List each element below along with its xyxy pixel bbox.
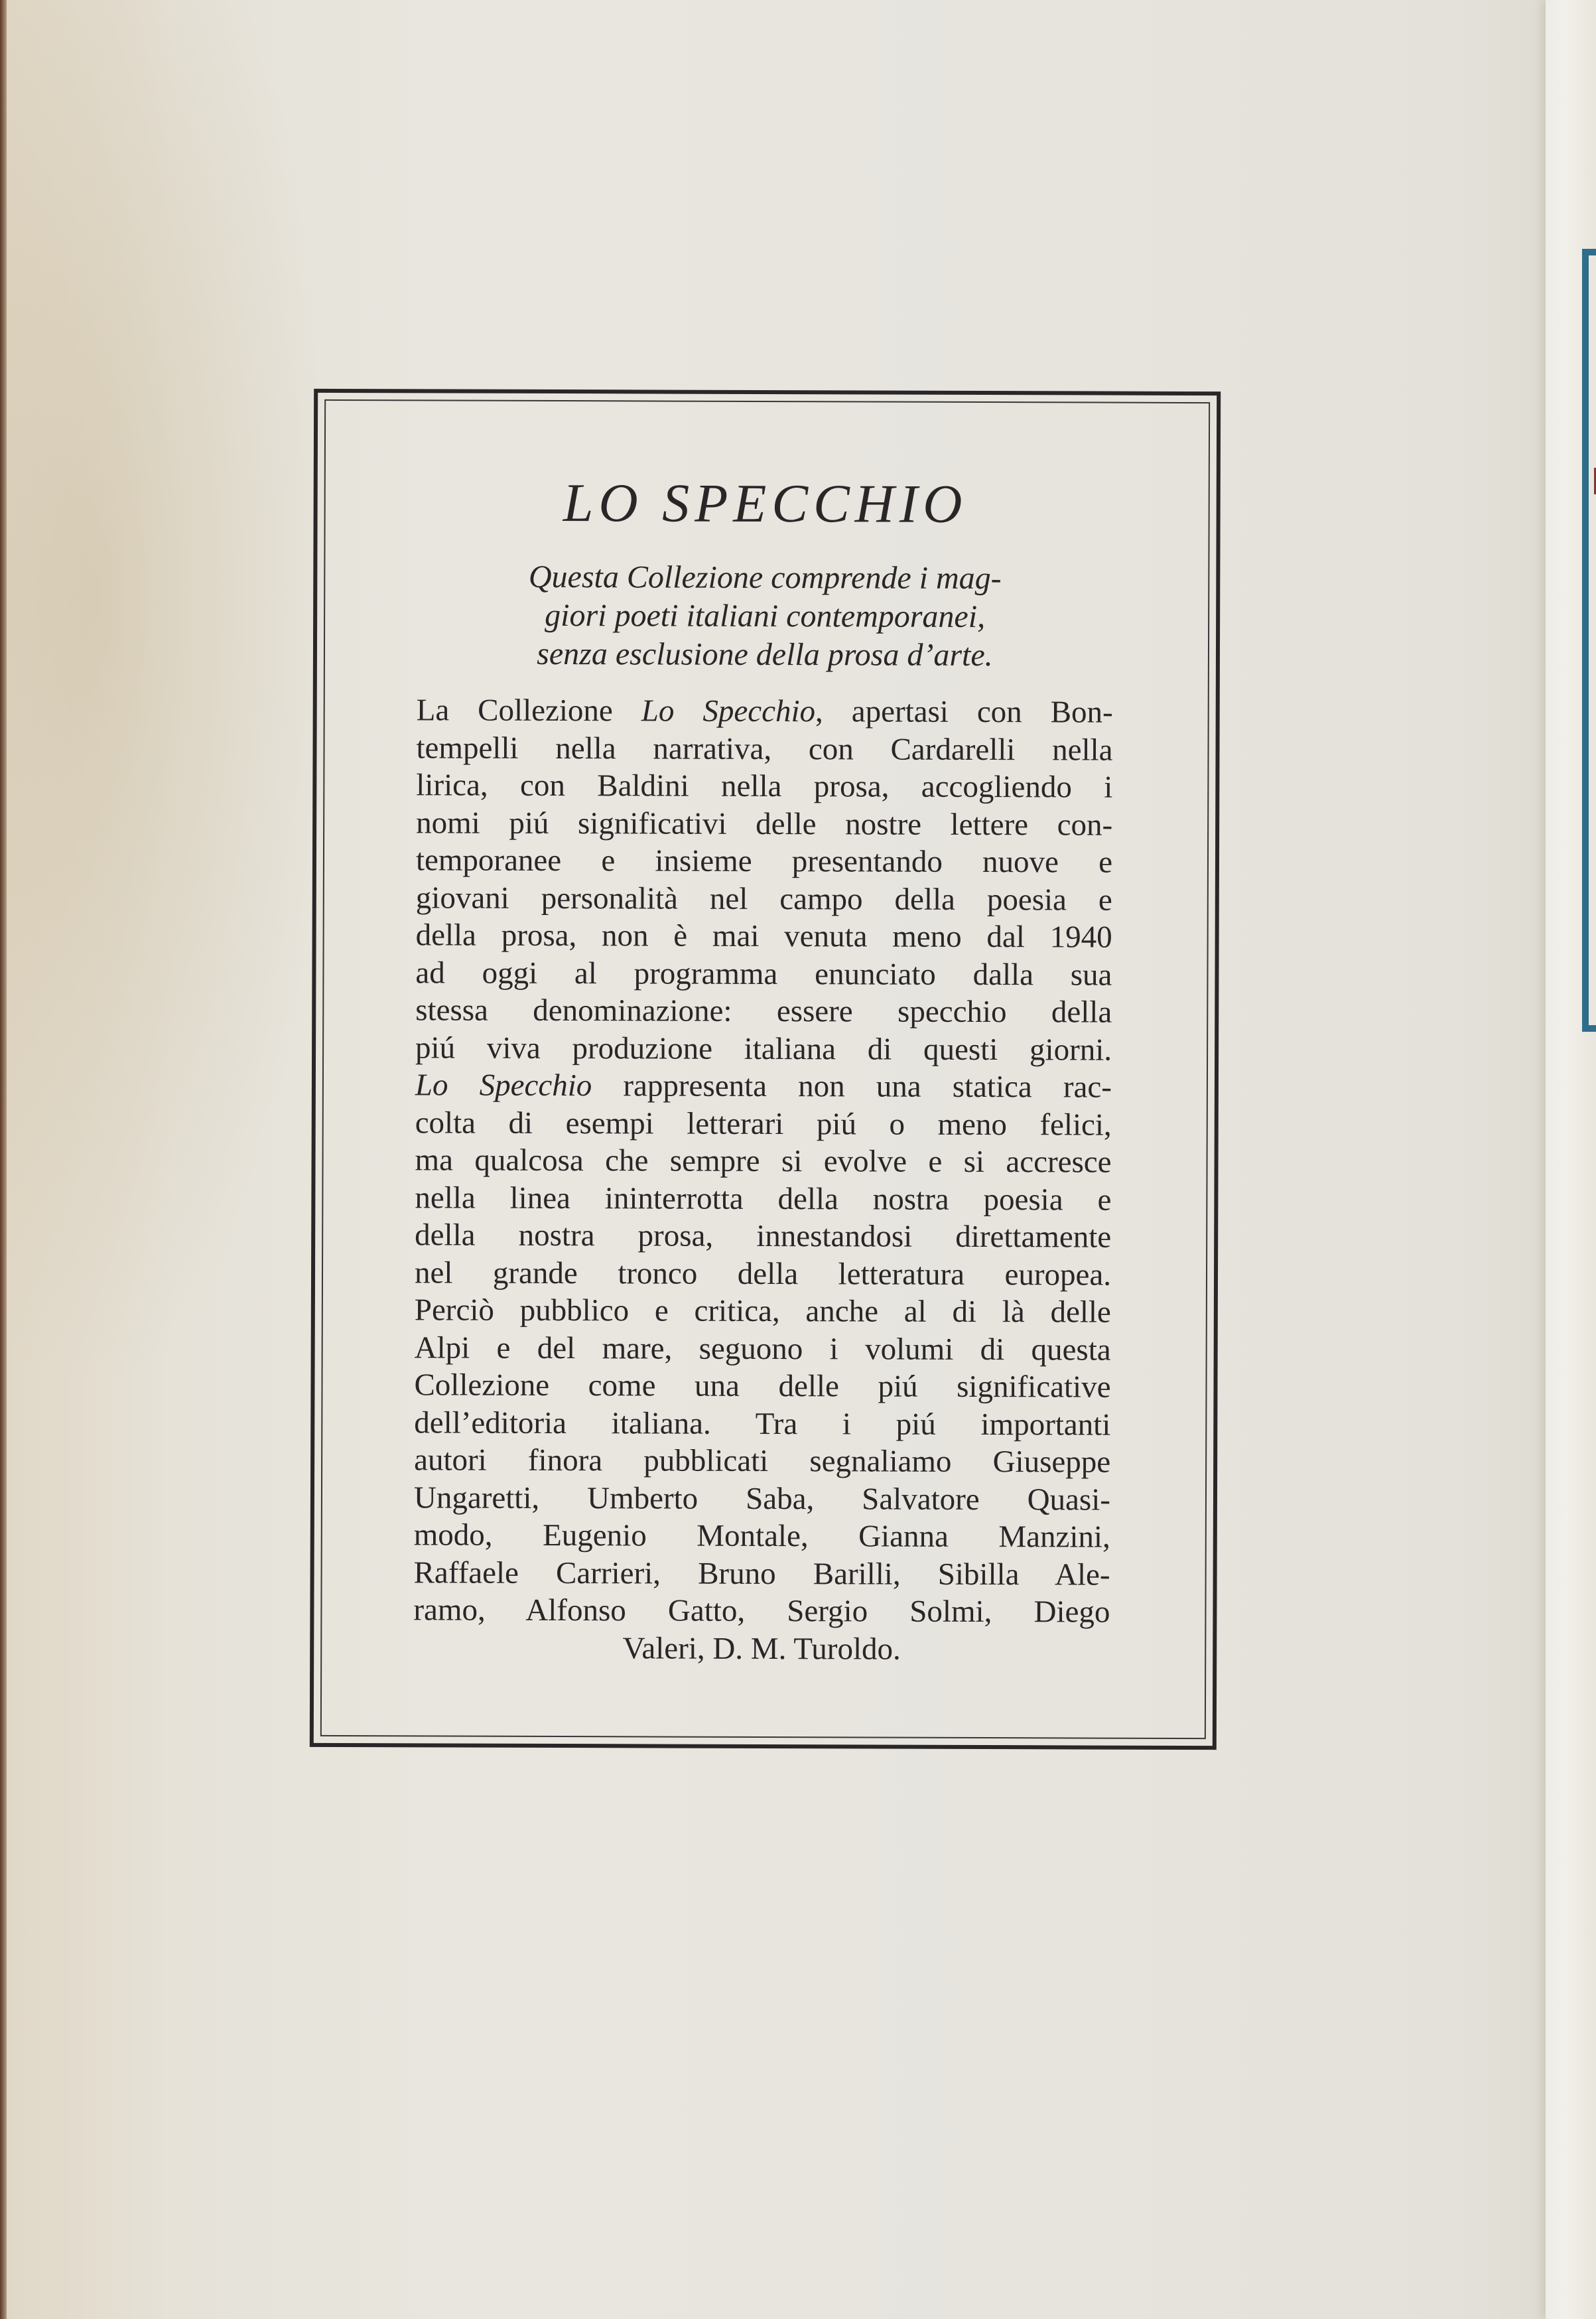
body-line: colta di esempi letterari piú o meno felici,	[415, 1105, 1112, 1143]
body-line: Collezione come una delle piú significative	[414, 1368, 1111, 1405]
page-left-edge	[0, 0, 7, 2319]
body-line: nomi piú significativi delle nostre lettere con-	[416, 806, 1113, 843]
body-line: della prosa, non è mai venuta meno dal 1940	[415, 918, 1112, 955]
body-line: temporanee e insieme presentando nuove e	[415, 843, 1113, 880]
subtitle-line: Questa Collezione comprende i mag-	[528, 559, 1002, 597]
body-line: Ungaretti, Umberto Saba, Salvatore Quasi-	[413, 1480, 1111, 1517]
body-line: ma qualcosa che sempre si evolve e si accresce	[415, 1143, 1112, 1180]
body-line: dell’editoria italiana. Tra i piú importanti	[414, 1405, 1111, 1442]
body-line: nella linea ininterrotta della nostra poesia e	[415, 1180, 1112, 1218]
body-line: lirica, con Baldini nella prosa, accogliendo i	[416, 768, 1113, 805]
body-line: modo, Eugenio Montale, Gianna Manzini,	[413, 1517, 1110, 1555]
body-line-final: Valeri, D. M. Turoldo.	[622, 1631, 901, 1667]
italic-collection-name: Lo Specchio	[415, 1068, 592, 1103]
collection-subtitle	[466, 558, 1064, 675]
italic-collection-name: Lo Specchio	[641, 693, 816, 729]
adjacent-page-blue-frame	[1582, 249, 1596, 1032]
body-line: autori finora pubblicati segnaliamo Giuseppe	[414, 1442, 1111, 1480]
body-line: stessa denominazione: essere specchio della	[415, 993, 1112, 1030]
body-line: della nostra prosa, innestandosi direttamente	[415, 1218, 1112, 1255]
body-line: ramo, Alfonso Gatto, Sergio Solmi, Diego	[413, 1592, 1110, 1630]
subtitle-line: giori poeti italiani contemporanei,	[545, 598, 986, 635]
text-run: La Collezione	[416, 693, 641, 729]
frame-content	[413, 472, 1114, 1668]
body-line	[417, 692, 1113, 732]
body-line: giovani personalità nel campo della poesia e	[415, 880, 1112, 918]
body-line: tempelli nella narrativa, con Cardarelli nella	[416, 731, 1113, 768]
body-line: Perciò pubblico e critica, anche al di là delle	[414, 1293, 1111, 1330]
body-line: Alpi e del mare, seguono i volumi di questa	[414, 1330, 1111, 1368]
body-paragraph	[413, 692, 1113, 1669]
body-line	[415, 1067, 1112, 1107]
subtitle-line: senza esclusione della prosa d’arte.	[537, 636, 993, 673]
body-line: piú viva produzione italiana di questi giorni.	[415, 1030, 1112, 1068]
text-run: rappresenta non una statica rac-	[592, 1068, 1112, 1105]
body-line: Raffaele Carrieri, Bruno Barilli, Sibilla Ale-	[413, 1555, 1110, 1592]
text-run: , apertasi con Bon-	[815, 694, 1113, 730]
collection-title: LO SPECCHIO	[563, 472, 968, 534]
body-line: ad oggi al programma enunciato dalla sua	[415, 955, 1112, 993]
body-line: nel grande tronco della letteratura europea.	[414, 1255, 1112, 1293]
text-frame-outer-border	[310, 389, 1221, 1750]
